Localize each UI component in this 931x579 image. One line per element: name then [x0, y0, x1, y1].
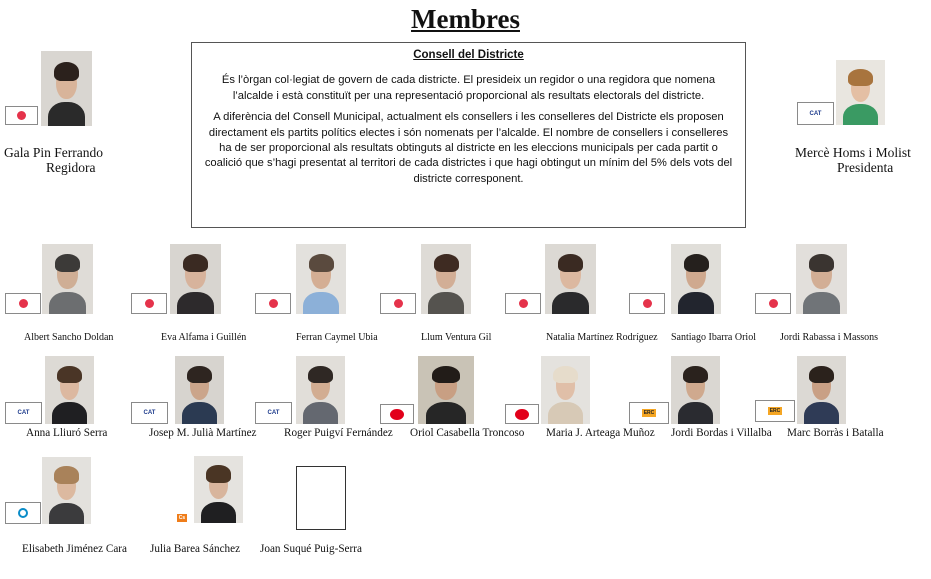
- info-box-heading: Consell del Districte: [413, 49, 524, 61]
- member-name: Llum Ventura Gil: [421, 332, 492, 343]
- member-name: Jordi Rabassa i Massons: [780, 332, 879, 343]
- member-name: Jordi Bordas i Villalba: [671, 427, 772, 439]
- district-council-info-box: [191, 42, 746, 228]
- member-photo: [175, 356, 224, 424]
- party-logo-comuns-icon: [5, 293, 41, 314]
- party-logo-cat-icon: CAT: [797, 102, 834, 125]
- member-name: Anna Lliuró Serra: [26, 427, 108, 439]
- info-paragraph-2: A diferència del Consell Municipal, actualment els consellers i les conselleres del Districte els proposen directament els partits polítics electes i són nomenats per l’alcalde. El nombre de consellers i conselleres ha de ser proporcional als resultats obtinguts al districte en les eleccions municipals per cada partit o coalició que s’hagi presentat al territori de cada districtes i que hagi obtingut un mínim del 5% dels vots del districte corresponent.: [204, 111, 733, 185]
- member-name: Santiago Ibarra Oriol: [671, 332, 756, 343]
- party-logo-comuns-icon: [255, 293, 291, 314]
- member-photo: [796, 244, 847, 314]
- member-name: Oriol Casabella Troncoso: [410, 427, 525, 439]
- member-name: Eva Alfama i Guillén: [161, 332, 247, 343]
- member-name: Julia Barea Sánchez: [150, 543, 241, 555]
- member-name: Natalia Martínez Rodríguez: [546, 332, 658, 343]
- member-photo: [418, 356, 474, 424]
- member-name: Maria J. Arteaga Muñoz: [546, 427, 655, 439]
- member-photo: [671, 356, 720, 424]
- party-logo-comuns-icon: [505, 293, 541, 314]
- member-name: Elisabeth Jiménez Cara: [22, 543, 127, 555]
- member-photo: [296, 244, 346, 314]
- party-logo-comuns-icon: [380, 293, 416, 314]
- leader-left-role: Regidora: [46, 160, 96, 175]
- party-logo-psc-icon: [380, 404, 414, 424]
- leader-right-role: Presidenta: [837, 160, 894, 175]
- party-logo-comuns-icon: [5, 106, 38, 125]
- member-photo: [42, 244, 93, 314]
- member-name: Josep M. Julià Martínez: [149, 427, 257, 439]
- member-photo: [170, 244, 221, 314]
- member-photo: [797, 356, 846, 424]
- party-logo-cat-icon: CAT: [131, 402, 168, 424]
- member-photo-placeholder: [296, 466, 346, 530]
- party-logo-comuns-icon: [131, 293, 167, 314]
- party-logo-cat-icon: CAT: [5, 402, 42, 424]
- party-logo-comuns-icon: [755, 293, 791, 314]
- member-photo: [296, 356, 345, 424]
- info-paragraph-1: És l’òrgan col·legiat de govern de cada districte. El presideix un regidor o una regidora que nomena l’alcalde i està constituït per una representació proporcional als resultats electorals del districte.: [221, 74, 716, 102]
- member-name: Marc Borràs i Batalla: [787, 427, 884, 439]
- member-photo: [541, 356, 590, 424]
- member-name: Roger Puigví Fernández: [284, 427, 393, 439]
- party-logo-cs-icon: Cs: [178, 515, 186, 521]
- party-logo-erc-icon: ERC: [629, 402, 669, 424]
- party-logo-psc-icon: [505, 404, 539, 424]
- party-logo-pp-icon: [5, 502, 41, 524]
- member-photo: [545, 244, 596, 314]
- member-name: Albert Sancho Doldan: [24, 332, 114, 343]
- party-logo-cat-icon: CAT: [255, 402, 292, 424]
- member-photo: [194, 456, 243, 523]
- party-logo-erc-icon: ERC: [755, 400, 795, 422]
- leader-right-name: Mercè Homs i Molist: [795, 145, 911, 160]
- member-name: Joan Suqué Puig-Serra: [260, 543, 362, 555]
- member-photo: [42, 457, 91, 524]
- member-photo: [836, 60, 885, 125]
- member-photo: [421, 244, 471, 314]
- member-photo: [671, 244, 721, 314]
- leader-left-name: Gala Pin Ferrando: [4, 145, 103, 160]
- member-name: Ferran Caymel Ubia: [296, 332, 378, 343]
- party-logo-comuns-icon: [629, 293, 665, 314]
- member-photo: [41, 51, 92, 126]
- page-title: Membres: [411, 4, 520, 34]
- member-photo: [45, 356, 94, 424]
